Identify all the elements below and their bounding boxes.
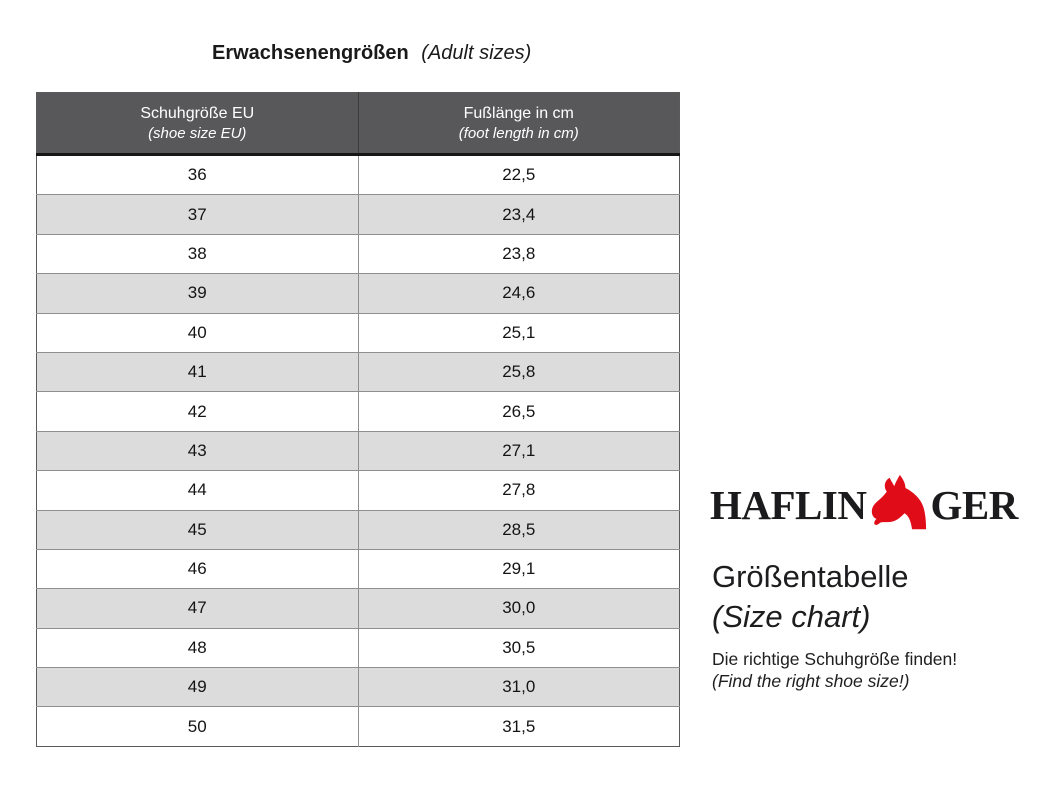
cell-foot-length: 24,6 <box>358 274 680 313</box>
table-row <box>37 313 680 352</box>
table-row <box>37 392 680 431</box>
column-label-shoe-size: Schuhgröße EU <box>140 104 255 122</box>
table-row <box>37 471 680 510</box>
cell-foot-length: 31,0 <box>358 668 680 707</box>
horse-head-shape <box>872 475 926 529</box>
cell-shoe-size: 38 <box>37 234 359 273</box>
cell-foot-length: 23,8 <box>358 234 680 273</box>
chart-heading-english: (Size chart) <box>712 599 871 634</box>
page-title-english: (Adult sizes) <box>421 42 532 64</box>
column-label-foot-length: Fußlänge in cm <box>463 104 574 122</box>
column-sublabel-foot-length: (foot length in cm) <box>458 124 579 142</box>
horse-head-icon <box>868 474 928 532</box>
tagline-english: (Find the right shoe size!) <box>712 671 910 691</box>
table-row <box>37 234 680 273</box>
table-row <box>37 195 680 234</box>
column-header-shoe-size <box>37 93 359 155</box>
cell-foot-length: 30,0 <box>358 589 680 628</box>
table-row <box>37 628 680 667</box>
size-table-body <box>37 155 680 747</box>
cell-shoe-size: 47 <box>37 589 359 628</box>
column-header-foot-length <box>358 93 680 155</box>
cell-foot-length: 28,5 <box>358 510 680 549</box>
table-header-row <box>37 93 680 155</box>
cell-shoe-size: 46 <box>37 549 359 588</box>
table-row <box>37 668 680 707</box>
table-row <box>37 274 680 313</box>
page-title <box>212 42 531 65</box>
cell-foot-length: 27,1 <box>358 431 680 470</box>
chart-heading-german: Größentabelle <box>712 559 909 594</box>
page-title-german: Erwachsenengrößen <box>212 42 409 64</box>
table-row <box>37 589 680 628</box>
table-row <box>37 155 680 195</box>
cell-shoe-size: 50 <box>37 707 359 746</box>
cell-foot-length: 25,8 <box>358 352 680 391</box>
cell-shoe-size: 41 <box>37 352 359 391</box>
cell-shoe-size: 42 <box>37 392 359 431</box>
tagline-german: Die richtige Schuhgröße finden! <box>712 649 958 669</box>
cell-foot-length: 23,4 <box>358 195 680 234</box>
logo-text-left: HAFLIN <box>710 482 867 528</box>
column-sublabel-shoe-size: (shoe size EU) <box>148 124 247 142</box>
cell-foot-length: 26,5 <box>358 392 680 431</box>
cell-shoe-size: 37 <box>37 195 359 234</box>
size-table-header <box>37 93 680 155</box>
cell-shoe-size: 36 <box>37 155 359 195</box>
cell-foot-length: 27,8 <box>358 471 680 510</box>
cell-shoe-size: 44 <box>37 471 359 510</box>
cell-shoe-size: 49 <box>37 668 359 707</box>
table-row <box>37 431 680 470</box>
cell-shoe-size: 43 <box>37 431 359 470</box>
size-table <box>36 92 680 747</box>
cell-shoe-size: 48 <box>37 628 359 667</box>
logo-text-right: GER <box>930 482 1018 528</box>
haflinger-logo <box>710 474 1018 536</box>
table-row <box>37 707 680 746</box>
cell-shoe-size: 40 <box>37 313 359 352</box>
cell-foot-length: 25,1 <box>358 313 680 352</box>
table-row <box>37 510 680 549</box>
cell-foot-length: 31,5 <box>358 707 680 746</box>
cell-shoe-size: 45 <box>37 510 359 549</box>
cell-foot-length: 22,5 <box>358 155 680 195</box>
table-row <box>37 352 680 391</box>
table-row <box>37 549 680 588</box>
cell-foot-length: 30,5 <box>358 628 680 667</box>
cell-shoe-size: 39 <box>37 274 359 313</box>
cell-foot-length: 29,1 <box>358 549 680 588</box>
